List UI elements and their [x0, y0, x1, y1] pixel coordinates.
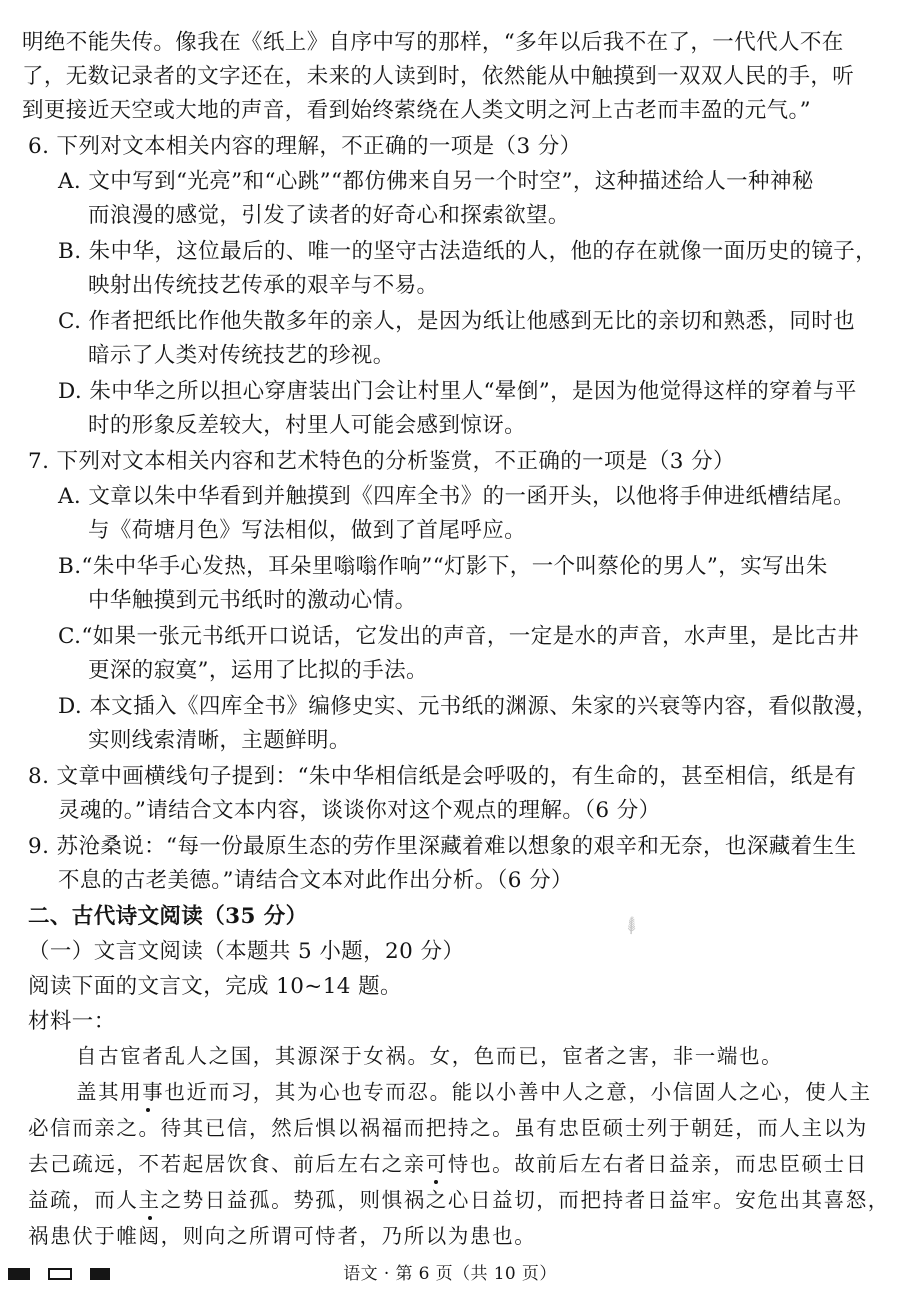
instruction-text: 阅读下面的文言文，完成 10~14 题。	[28, 974, 402, 999]
material-line: 去己疏远，不若起居饮食、前后左右之亲可恃也。故前后左右者日益亲，而忠臣硕士日	[28, 1152, 868, 1176]
emphasis-dot	[148, 1216, 152, 1220]
q7-option-b: B.“朱中华手心发热，耳朵里嗡嗡作响”“灯影下，一个叫蔡伦的男人”，实写出朱	[58, 554, 828, 579]
q7-option-d: D. 本文插入《四库全书》编修史实、元书纸的渊源、朱家的兴衰等内容，看似散漫，	[58, 694, 878, 719]
question-7-stem: 7. 下列对文本相关内容和艺术特色的分析鉴赏，不正确的一项是（3 分）	[28, 449, 735, 474]
material-line: 益疏，而人主之势日益孤。势孤，则惧祸之心日益切，而把持者日益牢。安危出其喜怒，	[28, 1188, 890, 1212]
q7-option-c-cont: 更深的寂寞”，运用了比拟的手法。	[88, 658, 428, 683]
q7-option-c: C.“如果一张元书纸开口说话，它发出的声音，一定是水的声音，水声里，是比古井	[58, 624, 860, 649]
q6-option-b-cont: 映射出传统技艺传承的艰辛与不易。	[88, 273, 439, 298]
material-line: 盖其用事也近而习，其为心也专而忍。能以小善中人之意，小信固人之心，使人主	[76, 1080, 872, 1104]
question-6-stem: 6. 下列对文本相关内容的理解，不正确的一项是（3 分）	[28, 134, 582, 159]
subsection-heading: （一）文言文阅读（本题共 5 小题，20 分）	[28, 939, 465, 964]
question-9-cont: 不息的古老美德。”请结合文本对此作出分析。（6 分）	[58, 868, 573, 893]
q6-option-c-cont: 暗示了人类对传统技艺的珍视。	[88, 343, 395, 368]
q6-option-c: C. 作者把纸比作他失散多年的亲人，是因为纸让他感到无比的亲切和熟悉，同时也	[58, 309, 856, 334]
q6-option-d: D. 朱中华之所以担心穿唐装出门会让村里人“晕倒”，是因为他觉得这样的穿着与平	[58, 379, 857, 404]
q7-option-d-cont: 实则线索清晰，主题鲜明。	[88, 728, 351, 753]
passage-line: 了，无数记录者的文字还在，未来的人读到时，依然能从中触摸到一双双人民的手，听	[22, 64, 855, 89]
q7-option-a: A. 文章以朱中华看到并触摸到《四库全书》的一函开头，以他将手伸进纸槽结尾。	[58, 484, 855, 509]
section-heading: 二、古代诗文阅读（35 分）	[28, 904, 308, 929]
passage-line: 到更接近天空或大地的声音，看到始终萦绕在人类文明之河上古老而丰盈的元气。”	[22, 98, 812, 123]
material-line: 自古宦者乱人之国，其源深于女祸。女，色而已，宦者之害，非一端也。	[76, 1044, 784, 1068]
passage-line: 明绝不能失传。像我在《纸上》自序中写的那样，“多年以后我不在了，一代代人不在	[22, 30, 844, 55]
q7-option-a-cont: 与《荷塘月色》写法相似，做到了首尾呼应。	[88, 518, 527, 543]
question-8-cont: 灵魂的。”请结合文本内容，谈谈你对这个观点的理解。（6 分）	[58, 798, 661, 823]
material-line: 必信而亲之。待其已信，然后惧以祸福而把持之。虽有忠臣硕士列于朝廷，而人主以为	[28, 1116, 868, 1140]
q6-option-d-cont: 时的形象反差较大，村里人可能会感到惊讶。	[88, 413, 527, 438]
material-line: 祸患伏于帷闼，则向之所谓可恃者，乃所以为患也。	[28, 1224, 537, 1248]
watermark-mark: ⸙	[616, 907, 648, 943]
q6-option-a: A. 文中写到“光亮”和“心跳”“都仿佛来自另一个时空”，这种描述给人一种神秘	[58, 169, 814, 194]
q6-option-a-cont: 而浪漫的感觉，引发了读者的好奇心和探索欲望。	[88, 203, 570, 228]
page-footer: 语文 · 第 6 页（共 10 页）	[343, 1264, 557, 1284]
question-8: 8. 文章中画横线句子提到：“朱中华相信纸是会呼吸的，有生命的，甚至相信，纸是有	[28, 764, 857, 789]
q6-option-b: B. 朱中华，这位最后的、唯一的坚守古法造纸的人，他的存在就像一面历史的镜子，	[58, 239, 878, 264]
q7-option-b-cont: 中华触摸到元书纸时的激动心情。	[88, 588, 417, 613]
material-label: 材料一：	[28, 1009, 116, 1034]
emphasis-dot	[146, 1108, 150, 1112]
emphasis-dot	[434, 1180, 438, 1184]
question-9: 9. 苏沧桑说：“每一份最原生态的劳作里深藏着难以想象的艰辛和无奈，也深藏着生生	[28, 834, 857, 859]
